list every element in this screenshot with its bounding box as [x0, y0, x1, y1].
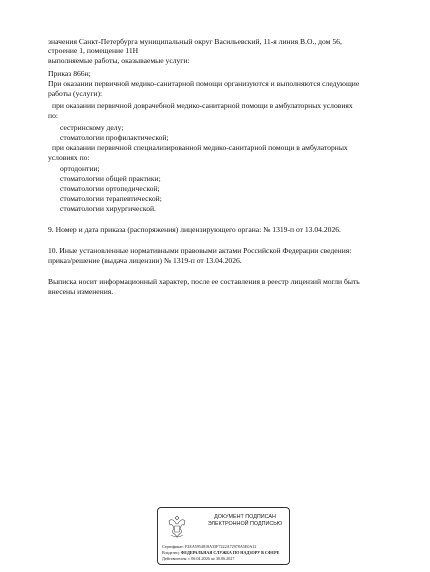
stamp-owner [162, 550, 289, 555]
text-line: при оказании первичной доврачебной медико-санитарной помощи в амбулаторных условиях [52, 101, 353, 110]
stamp-owner-value: ФЕДЕРАЛЬНАЯ СЛУЖБА ПО НАДЗОРУ В СФЕРЕ [180, 550, 280, 555]
text-line: строение 1, помещение 11Н [48, 46, 139, 55]
text-line: приказ/решение (выдача лицензии) № 1319-п от 13.04.2026. [48, 256, 242, 265]
text-line: Выписка носит информационный характер, после ее составления в реестр лицензий могли быть [48, 277, 360, 286]
stamp-validity-value: с 06.04.2026 по 30.06.2027 [188, 556, 235, 561]
stamp-certificate-value: F2EA5954818A35F7222A72978A5E0A12 [185, 544, 257, 549]
text-line: 9. Номер и дата приказа (распоряжения) лицензирующего органа: № 1319-п от 13.04.2026. [48, 225, 341, 234]
coat-of-arms-icon [164, 513, 190, 541]
stamp-title [202, 514, 288, 528]
text-line: по: [48, 111, 58, 120]
stamp-owner-label: Владелец: [162, 550, 180, 555]
text-line: сестринскому делу; [60, 123, 124, 132]
stamp-validity [162, 556, 289, 561]
electronic-signature-stamp [157, 507, 290, 565]
text-line: при оказании первичной специализированной медико-санитарной помощи в амбулаторных [52, 143, 348, 152]
text-line: выполняемые работы, оказываемые услуги: [48, 56, 190, 65]
stamp-certificate-label: Сертификат: [162, 544, 184, 549]
text-line: стоматологии терапевтической; [60, 194, 162, 203]
stamp-title-line: ДОКУМЕНТ ПОДПИСАН [214, 514, 276, 520]
text-line: ортодонтии; [60, 164, 100, 173]
text-line: Приказ 866н; [48, 69, 91, 78]
text-line: значения Санкт-Петербурга муниципальный округ Васильевский, 11-я линия В.О., дом 56, [48, 37, 342, 46]
text-line: стоматологии профилактической; [60, 133, 169, 142]
text-line: 10. Иные установленные нормативными правовыми актами Российской Федерации сведения: [48, 246, 352, 255]
text-line: условиях по: [48, 153, 90, 162]
text-line: работы (услуги): [48, 89, 103, 98]
stamp-title-line: ЭЛЕКТРОННОЙ ПОДПИСЬЮ [207, 521, 283, 527]
text-line: стоматологии общей практики; [60, 174, 161, 183]
text-line: стоматологии хирургической. [60, 204, 156, 213]
text-line: При оказании первичной медико-санитарной помощи организуются и выполняются следующие [48, 79, 360, 88]
stamp-certificate [162, 544, 289, 549]
text-line: внесены изменения. [48, 287, 114, 296]
stamp-validity-label: Действителен: [162, 556, 188, 561]
text-line: стоматологии ортопедической; [60, 184, 160, 193]
